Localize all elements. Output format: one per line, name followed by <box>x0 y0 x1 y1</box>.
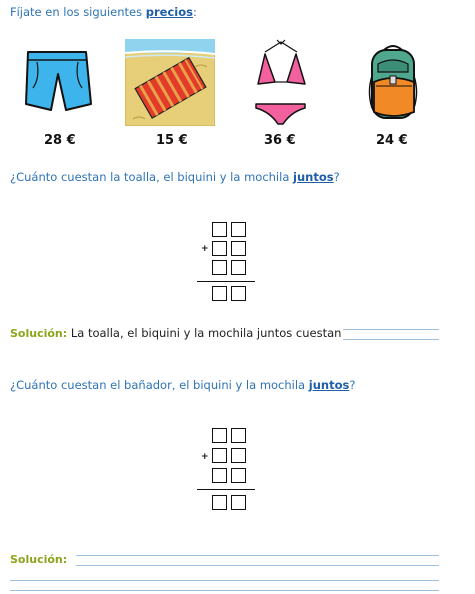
result-box[interactable] <box>212 495 227 510</box>
digit-box[interactable] <box>231 448 246 463</box>
result-box[interactable] <box>231 495 246 510</box>
question-1-mark: ? <box>333 170 340 184</box>
solution-1 <box>10 326 341 341</box>
digit-box[interactable] <box>231 428 246 443</box>
intro-text <box>10 5 197 19</box>
answer-line[interactable] <box>343 339 439 340</box>
answer-line[interactable] <box>10 590 439 591</box>
plus-sign: + <box>201 244 209 254</box>
intro-label: Fíjate en los siguientes <box>10 5 146 19</box>
price-swim-shorts: 28 € <box>44 133 76 148</box>
question-2 <box>10 378 355 392</box>
price-backpack: 24 € <box>376 133 408 148</box>
digit-box[interactable] <box>212 222 227 237</box>
question-1-keyword: juntos <box>293 170 334 184</box>
answer-line[interactable] <box>76 555 439 556</box>
backpack-icon <box>366 42 420 122</box>
result-box[interactable] <box>231 286 246 301</box>
digit-box[interactable] <box>212 428 227 443</box>
plus-sign: + <box>201 452 209 462</box>
sum-rule <box>197 281 255 282</box>
price-beach-towel: 15 € <box>156 133 188 148</box>
question-1 <box>10 170 340 184</box>
intro-keyword: precios <box>145 5 193 19</box>
swim-shorts-icon <box>22 48 94 114</box>
solution-1-label: Solución: <box>10 327 68 340</box>
question-1-text: ¿Cuánto cuestan la toalla, el biquini y la mochila <box>10 170 294 184</box>
digit-box[interactable] <box>212 468 227 483</box>
question-2-text: ¿Cuánto cuestan el bañador, el biquini y la mochila <box>10 378 309 392</box>
bikini-icon <box>253 38 308 126</box>
digit-box[interactable] <box>231 241 246 256</box>
intro-colon: : <box>192 5 197 19</box>
digit-box[interactable] <box>231 468 246 483</box>
solution-1-text: La toalla, el biquini y la mochila juntos cuestan <box>70 326 342 340</box>
answer-line[interactable] <box>76 565 439 566</box>
digit-box[interactable] <box>212 241 227 256</box>
question-2-mark: ? <box>349 378 356 392</box>
digit-box[interactable] <box>212 448 227 463</box>
solution-2 <box>10 552 67 567</box>
digit-box[interactable] <box>231 222 246 237</box>
digit-box[interactable] <box>231 260 246 275</box>
price-bikini: 36 € <box>264 133 296 148</box>
result-box[interactable] <box>212 286 227 301</box>
question-2-keyword: juntos <box>308 378 350 392</box>
solution-2-label: Solución: <box>10 553 68 566</box>
answer-line[interactable] <box>343 329 439 330</box>
beach-towel-icon <box>125 39 215 126</box>
answer-line[interactable] <box>10 580 439 581</box>
sum-rule <box>197 489 255 490</box>
digit-box[interactable] <box>212 260 227 275</box>
